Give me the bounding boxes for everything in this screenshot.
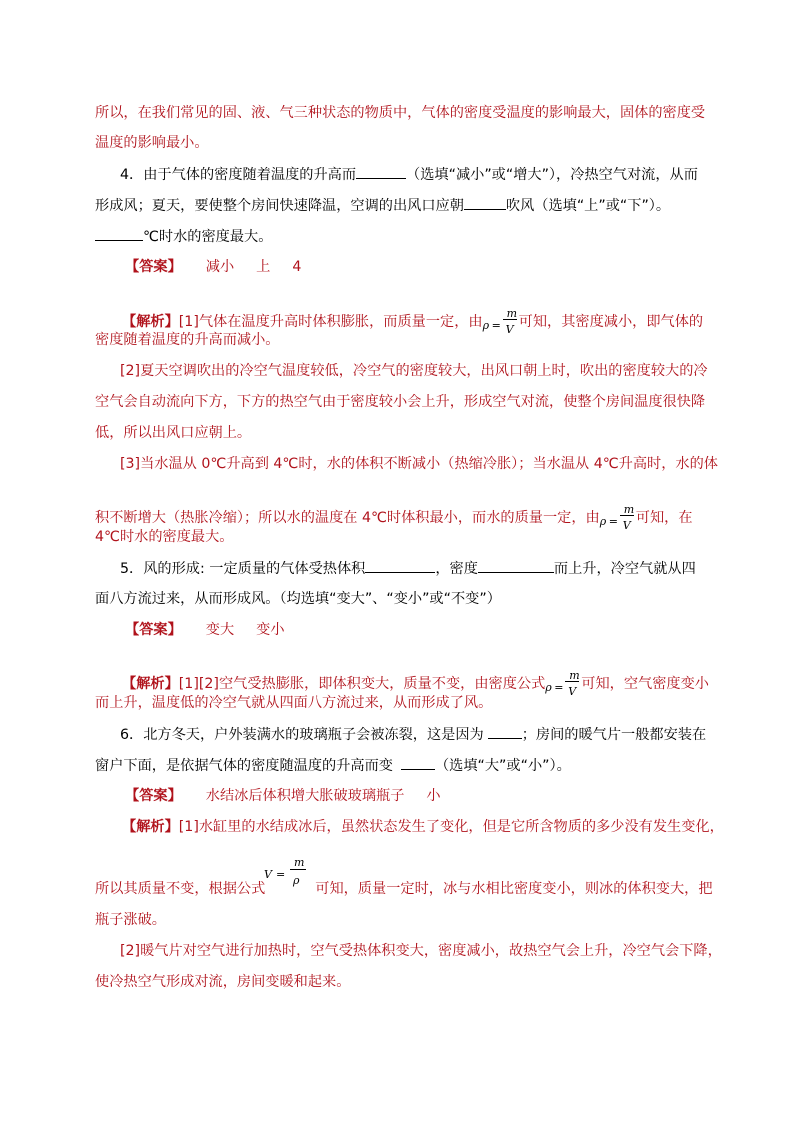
- q6-analysis-2: [95, 879, 713, 899]
- q6-analysis-1: [122, 817, 724, 837]
- analysis-text: 积不断增大（热胀冷缩）；所以水的温度在 4℃时体积最小，而水的质量一定，由: [95, 510, 600, 526]
- q4-text: 形成风；夏天，要使整个房间快速降温，空调的出风口应朝: [95, 198, 464, 214]
- q6-text: 6．北方冬天，户外装满水的玻璃瓶子会被冻裂，这是因为: [120, 727, 484, 743]
- intro-line-1: 所以，在我们常见的固、液、气三种状态的物质中，气体的密度受温度的影响最大，固体的密度受: [95, 105, 706, 121]
- q4-text: （选填“减小”或“增大”），冷热空气对流，从而: [406, 167, 698, 183]
- q6-line-1: [120, 724, 706, 745]
- q6-text: ；房间的暖气片一般都安装在: [521, 727, 707, 743]
- analysis-text: 可知，质量一定时，冰与水相比密度变小，则冰的体积变大，把: [315, 881, 713, 897]
- q6-analysis-b1: [2]暖气片对空气进行加热时，空气受热体积变大，密度减小，故热空气会上升，冷空气会下降，: [120, 943, 722, 959]
- q4-blank-3: [95, 226, 143, 241]
- q4-line-1: [120, 164, 698, 185]
- answer-2: 上: [256, 259, 271, 275]
- q6-answer: [125, 786, 441, 806]
- analysis-text: 可知，空气密度变小: [581, 676, 709, 692]
- q4-analysis-c3: 4℃时水的密度最大。: [95, 529, 234, 545]
- analysis-text: 可知，其密度减小，即气体的: [518, 314, 704, 330]
- q4-text: 4．由于气体的密度随着温度的升高而: [120, 167, 357, 183]
- q4-analysis-b1: [2]夏天空调吹出的冷空气温度较低，冷空气的密度较大，出风口朝上时，吹出的密度较大的冷: [120, 363, 708, 379]
- q4-answer: [125, 257, 301, 277]
- q6-line-2: [95, 755, 571, 776]
- analysis-label: 【解析】: [122, 676, 179, 692]
- q5-answer: [125, 620, 285, 640]
- q6-text: 窗户下面，是依据气体的密度随温度的升高而变: [95, 758, 393, 774]
- q5-line-1: [120, 558, 696, 579]
- q5-text: ，密度: [435, 561, 478, 577]
- analysis-text: 所以其质量不变，根据公式: [95, 881, 266, 897]
- q5-line-2: 面八方流过来，从而形成风。（均选填“变大”、“变小”或“不变”）: [95, 591, 501, 607]
- q5-text: 而上升，冷空气就从四: [553, 561, 696, 577]
- answer-label: 【答案】: [125, 259, 182, 275]
- volume-formula-fraction: V = m ρ: [264, 856, 305, 887]
- analysis-text: 可知，在: [635, 510, 693, 526]
- q5-text: 5．风的形成: 一定质量的气体受热体积: [120, 561, 366, 577]
- q4-analysis-2: 密度随着温度的升高而减小。: [95, 332, 280, 348]
- intro-line-2: 温度的影响最小。: [95, 135, 209, 151]
- q4-blank-2: [464, 195, 506, 210]
- q6-blank-2: [401, 755, 435, 770]
- q5-blank-1: [365, 558, 435, 573]
- answer-2: 小: [426, 788, 441, 804]
- q4-line-3: [95, 226, 272, 247]
- answer-label: 【答案】: [125, 788, 182, 804]
- answer-2: 变小: [256, 622, 285, 638]
- q4-analysis-b3: 低，所以出风口应朝上。: [95, 425, 252, 441]
- density-formula: ρ = m V: [599, 503, 635, 532]
- analysis-text: [1][2]空气受热膨胀，即体积变大，质量不变，由密度公式: [178, 676, 546, 692]
- q4-line-2: [95, 195, 670, 216]
- q5-analysis-2: 而上升，温度低的冷空气就从四面八方流过来，从而形成了风。: [95, 695, 493, 711]
- q6-analysis-b2: 使冷热空气形成对流，房间变暖和起来。: [95, 974, 351, 990]
- density-formula: ρ = m V: [545, 669, 580, 698]
- q4-analysis-c1: [3]当水温从 0℃升高到 4℃时，水的体积不断减小（热缩冷胀）；当水温从 4℃升高时，水的体: [120, 456, 718, 472]
- analysis-text: [1]水缸里的水结成冰后，虽然状态发生了变化，但是它所含物质的多少没有发生变化，: [178, 819, 724, 835]
- density-formula: ρ = m V: [482, 307, 518, 336]
- answer-1: 水结冰后体积增大胀破玻璃瓶子: [205, 788, 405, 804]
- analysis-text: [1]气体在温度升高时体积膨胀，而质量一定，由: [178, 314, 483, 330]
- analysis-label: 【解析】: [122, 314, 179, 330]
- q6-blank-1: [488, 724, 522, 739]
- analysis-label: 【解析】: [122, 819, 179, 835]
- q5-blank-2: [478, 558, 554, 573]
- answer-3: 4: [292, 259, 302, 275]
- answer-label: 【答案】: [125, 622, 182, 638]
- q4-text: ℃时水的密度最大。: [143, 229, 273, 245]
- q4-blank-1: [356, 164, 406, 179]
- q6-text: （选填“大”或“小”）。: [434, 758, 571, 774]
- q4-text: 吹风（选填“上”或“下”）。: [505, 198, 671, 214]
- answer-1: 变大: [205, 622, 235, 638]
- answer-1: 减小: [205, 259, 235, 275]
- q6-analysis-3: 瓶子涨破。: [95, 912, 166, 928]
- q4-analysis-b2: 空气会自动流向下方，下方的热空气由于密度较小会上升，形成空气对流，使整个房间温度很快降: [95, 394, 706, 410]
